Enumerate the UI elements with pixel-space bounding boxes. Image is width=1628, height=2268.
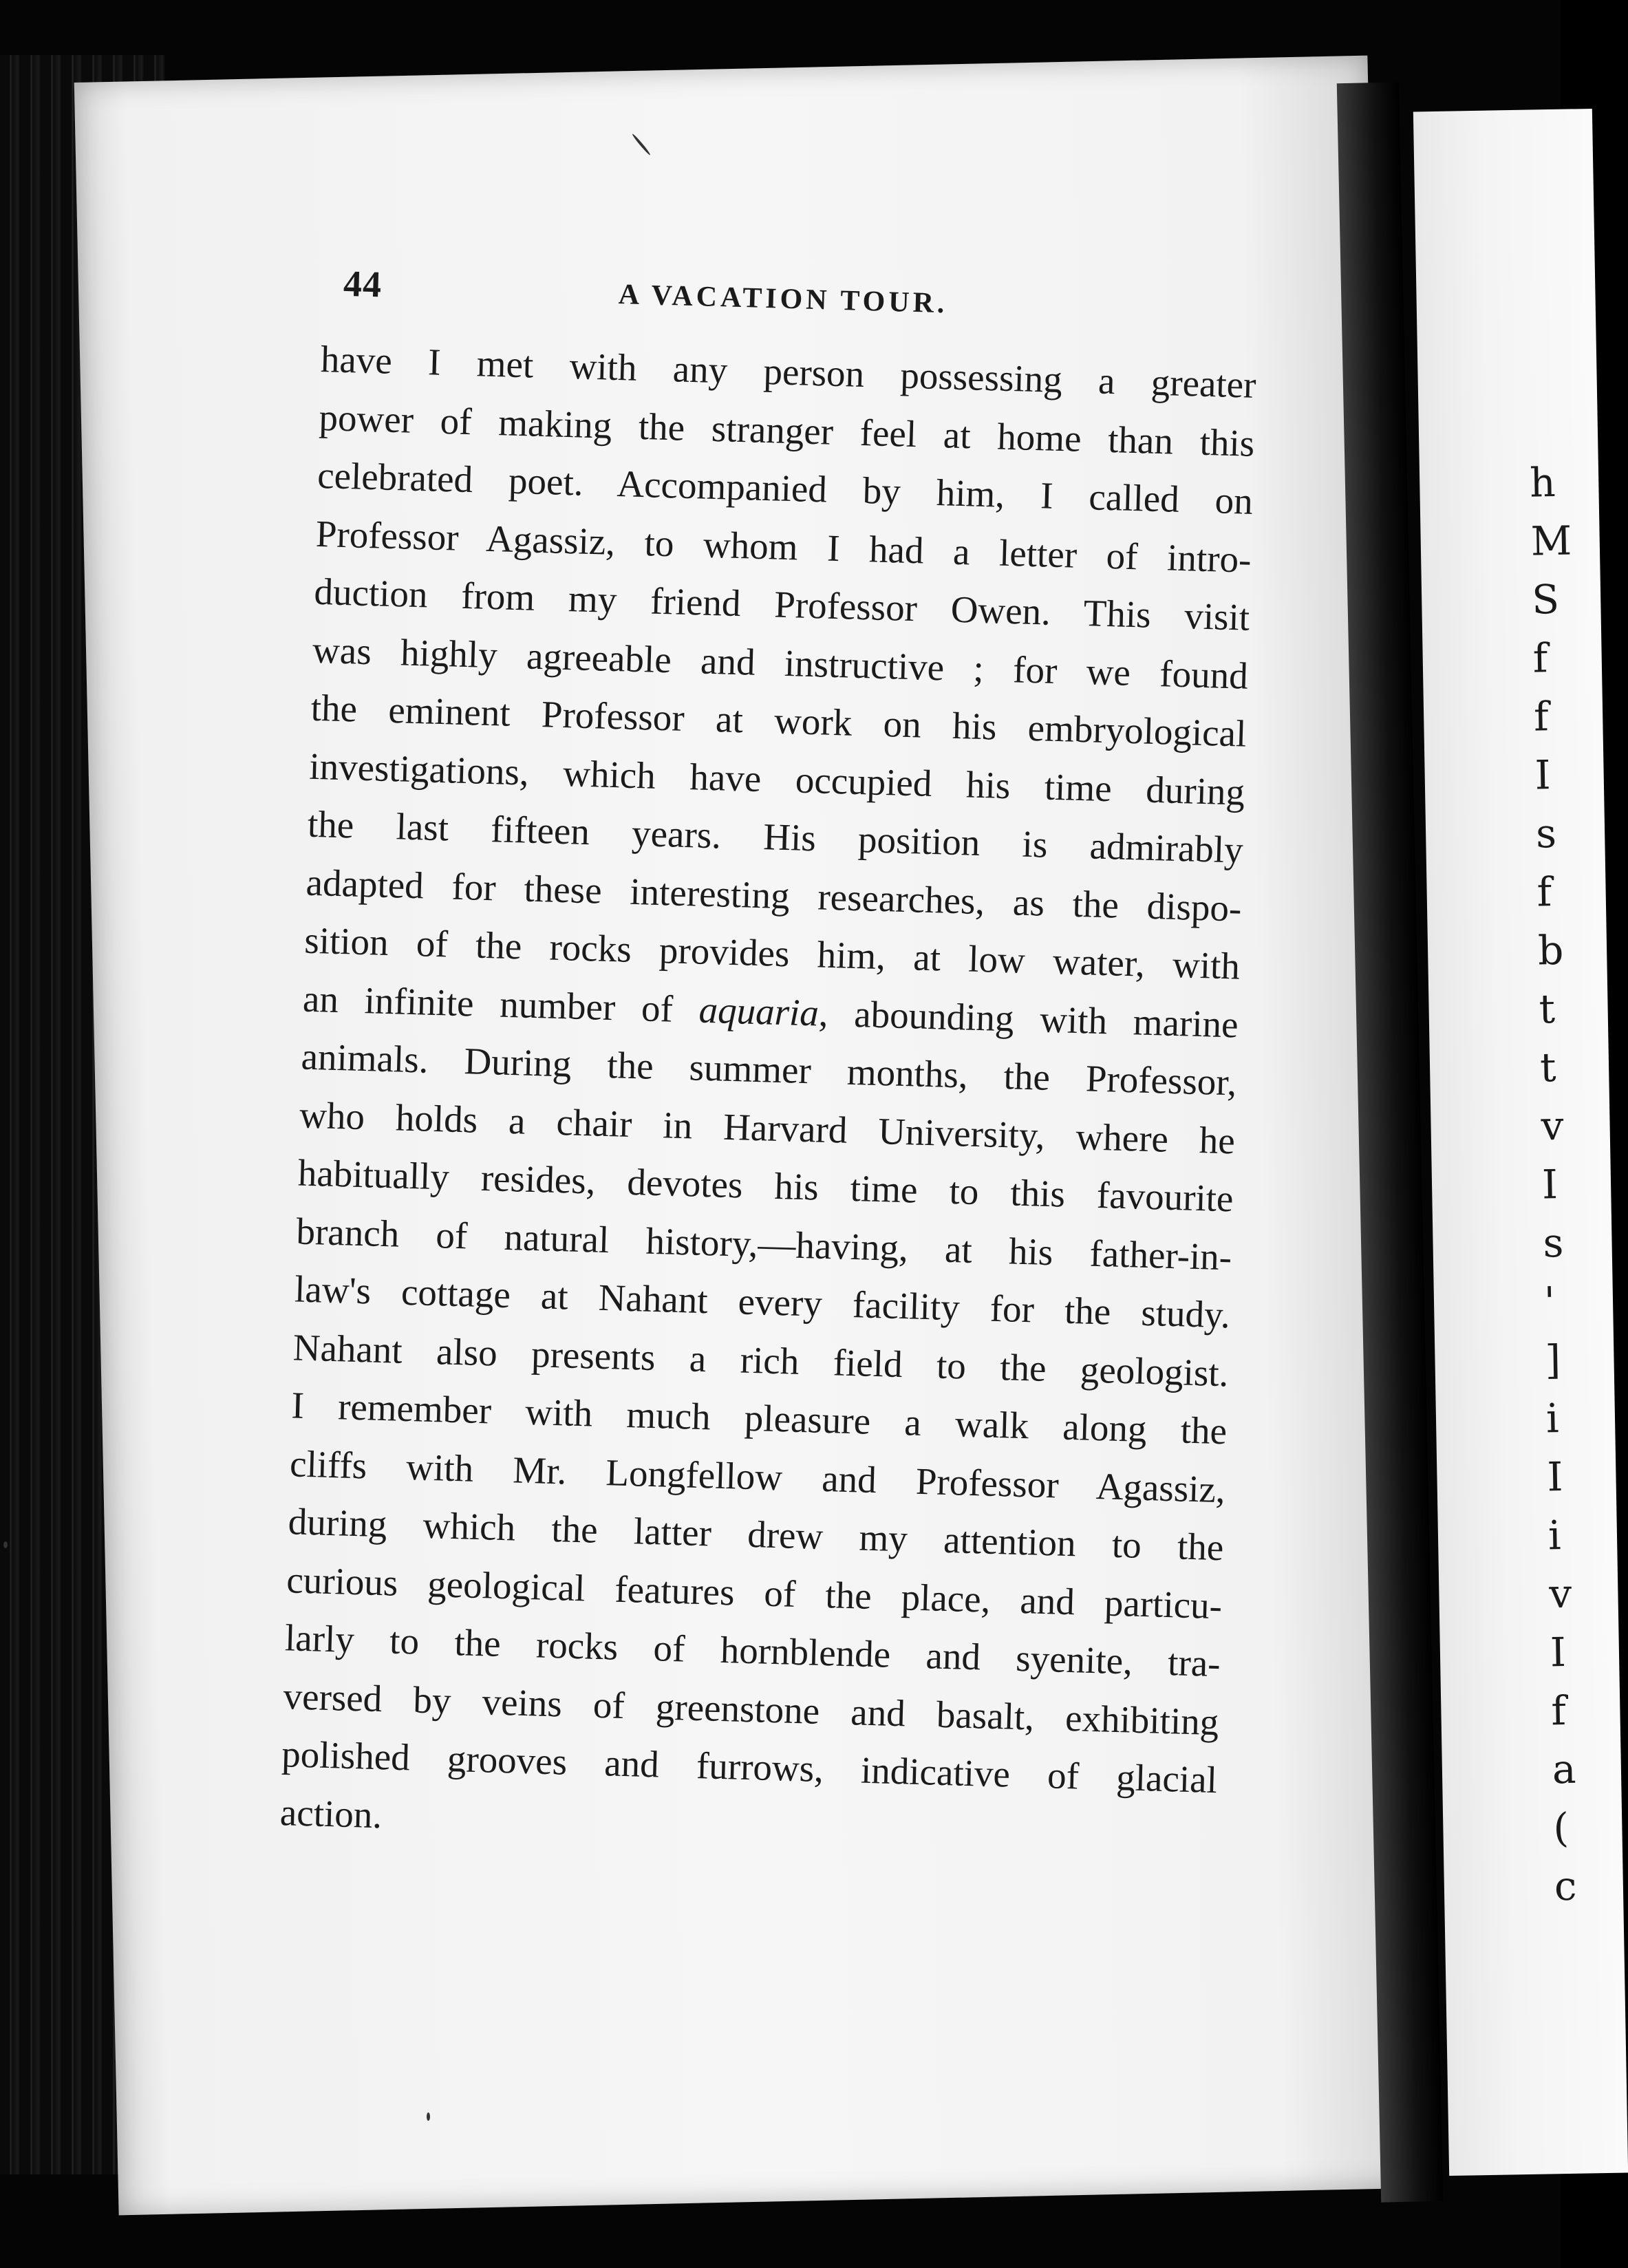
italic-word: aquaria bbox=[698, 988, 820, 1034]
text-line: duction from my friend Professor Owen. This visit bbox=[313, 570, 1250, 639]
text-line: sition of the rocks provides him, at low water, with bbox=[303, 919, 1241, 987]
facing-letter: s bbox=[1535, 810, 1557, 857]
facing-letter: b bbox=[1537, 926, 1564, 974]
facing-letter: ' bbox=[1543, 1278, 1556, 1325]
text-line: versed by veins of greenstone and basalt, exhibiting bbox=[282, 1674, 1220, 1743]
text-line: Nahant also presents a rich field to the geologist. bbox=[292, 1325, 1230, 1394]
facing-letter: v bbox=[1541, 1102, 1564, 1150]
text-line: larly to the rocks of hornblende and syenite, tra- bbox=[284, 1616, 1221, 1685]
facing-letter: f bbox=[1550, 1687, 1567, 1735]
scan-speck bbox=[3, 1541, 8, 1548]
text-line: I remember with much pleasure a walk along the bbox=[290, 1384, 1228, 1453]
text-line: animals. During the summer months, the Professor, bbox=[300, 1035, 1238, 1104]
text-line: branch of natural history,—having, at his father-in- bbox=[295, 1209, 1232, 1278]
text-line: an infinite number of aquaria, abounding with marine bbox=[302, 977, 1239, 1046]
facing-letter: S bbox=[1531, 575, 1560, 623]
facing-letter: ] bbox=[1544, 1336, 1561, 1384]
facing-letter: I bbox=[1550, 1628, 1567, 1676]
facing-letter: I bbox=[1534, 751, 1552, 799]
text-line: polished grooves and furrows, indicative of glacial bbox=[281, 1733, 1218, 1801]
text-line: investigations, which have occupied his time during bbox=[308, 745, 1245, 813]
text-line: curious geological features of the place, and particu- bbox=[286, 1558, 1223, 1627]
text-line: habitually resides, devotes his time to this favourite bbox=[297, 1151, 1234, 1220]
text-line: have I met with any person possessing a greater bbox=[320, 337, 1257, 406]
text-line: the last fifteen years. His position is admirably bbox=[307, 802, 1244, 871]
running-head: A VACATION TOUR. bbox=[618, 279, 949, 320]
facing-letter: i bbox=[1545, 1395, 1560, 1442]
facing-letter: f bbox=[1536, 868, 1552, 916]
text-line: the eminent Professor at work on his embryological bbox=[310, 686, 1247, 755]
facing-letter: ( bbox=[1552, 1804, 1570, 1852]
facing-letter: I bbox=[1541, 1161, 1559, 1208]
facing-letter: c bbox=[1554, 1862, 1577, 1910]
page-content bbox=[279, 261, 1273, 1868]
facing-letter: v bbox=[1548, 1570, 1572, 1618]
facing-letter: f bbox=[1533, 693, 1550, 740]
facing-page bbox=[1413, 109, 1628, 2176]
facing-letter: t bbox=[1539, 1044, 1557, 1091]
text-line: celebrated poet. Accompanied by him, I called on bbox=[317, 453, 1254, 522]
text-line: action. bbox=[279, 1790, 383, 1836]
text-line: adapted for these interesting researches, as the dispo- bbox=[305, 861, 1243, 930]
facing-page-letters bbox=[1530, 453, 1596, 1916]
text-line: who holds a chair in Harvard University, where he bbox=[299, 1093, 1236, 1162]
facing-letter: t bbox=[1539, 985, 1556, 1033]
facing-letter: I bbox=[1546, 1453, 1564, 1501]
text-line: cliffs with Mr. Longfellow and Professor Agassiz, bbox=[289, 1442, 1226, 1510]
facing-letter: h bbox=[1529, 458, 1556, 506]
facing-letter: s bbox=[1542, 1219, 1564, 1267]
text-line: law's cottage at Nahant every facility for the study. bbox=[294, 1267, 1231, 1336]
facing-letter: i bbox=[1547, 1512, 1562, 1559]
text-line: during which the latter drew my attention to the bbox=[288, 1500, 1225, 1569]
facing-letter: M bbox=[1530, 517, 1572, 565]
page-number: 44 bbox=[343, 262, 383, 306]
text-line: power of making the stranger feel at home than this bbox=[318, 396, 1256, 464]
text-line: Professor Agassiz, to whom I had a letter of intro- bbox=[315, 512, 1252, 581]
body-text bbox=[279, 330, 1271, 1868]
scan-speck bbox=[427, 2112, 430, 2121]
facing-letter: a bbox=[1552, 1745, 1577, 1793]
facing-letter: f bbox=[1532, 634, 1548, 682]
text-line: was highly agreeable and instructive ; for we found bbox=[312, 628, 1249, 697]
